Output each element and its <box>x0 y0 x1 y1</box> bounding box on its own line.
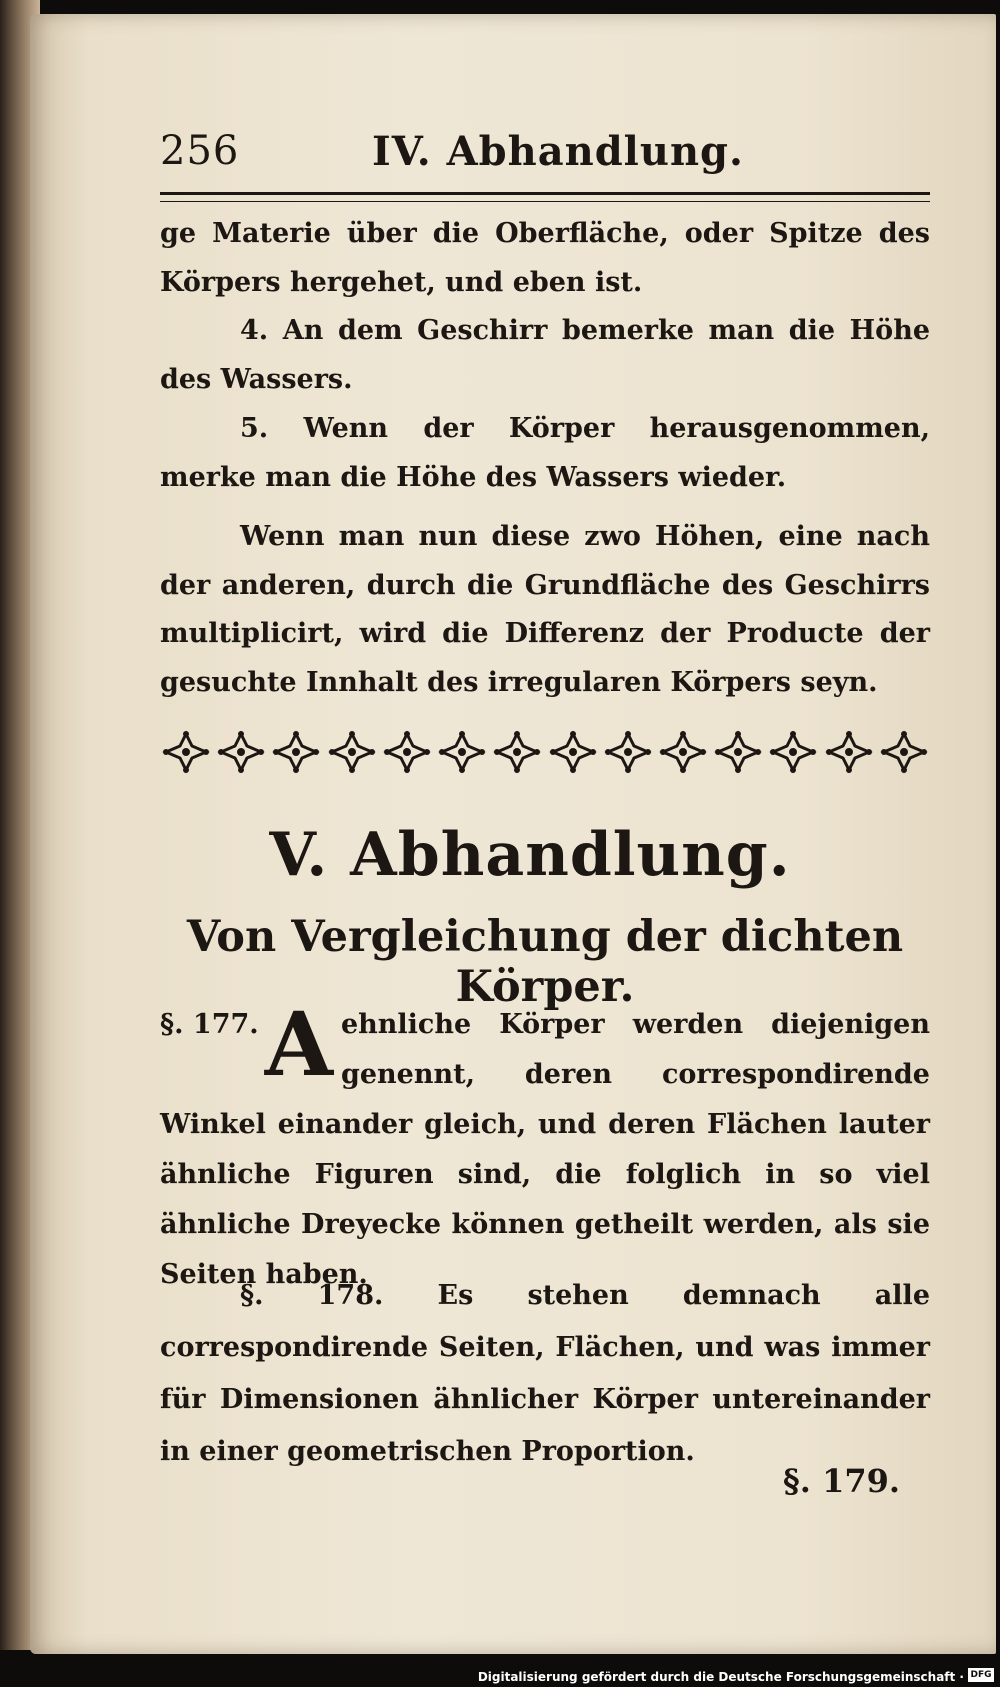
paragraph-177 <box>160 992 930 1300</box>
ornament-flower-icon <box>878 728 930 776</box>
ornament-flower-icon <box>547 728 599 776</box>
ornament-flower-icon <box>160 728 212 776</box>
paragraph-178 <box>160 1270 930 1478</box>
drop-capital: A <box>264 992 333 1096</box>
paragraph-number: §. 177. <box>160 1009 259 1040</box>
ornament-divider <box>160 722 930 782</box>
ornament-flower-icon <box>491 728 543 776</box>
ornament-flower-icon <box>657 728 709 776</box>
continuation-text: ge Materie über die Oberfläche, oder Spitze des Körpers hergehet, und eben ist. <box>160 218 930 298</box>
ornament-flower-icon <box>215 728 267 776</box>
conclusion-text: Wenn man nun diese zwo Höhen, eine nach der anderen, durch die Grundfläche des Geschirrs multiplicirt, wird die Differenz der Producte der gesuchte Innhalt des irregularen Körpers seyn. <box>160 521 930 698</box>
item-4 <box>160 307 930 404</box>
ornament-flower-icon <box>326 728 378 776</box>
section-title: V. Abhandlung. <box>269 820 791 890</box>
conclusion-paragraph <box>160 513 930 707</box>
item-5 <box>160 405 930 502</box>
item-5-text: 5. Wenn der Körper herausgenommen, merke man die Höhe des Wassers wieder. <box>160 413 930 493</box>
dfg-logo: DFG <box>968 1668 994 1682</box>
ornament-flower-icon <box>767 728 819 776</box>
ornament-flower-icon <box>823 728 875 776</box>
running-head-title: IV. Abhandlung. <box>372 128 744 175</box>
header-rule <box>160 192 930 202</box>
page-number: 256 <box>160 128 240 174</box>
ornament-flower-icon <box>270 728 322 776</box>
ornament-flower-icon <box>602 728 654 776</box>
paragraph-177-text: ehnliche Körper werden diejenigen genennt, deren correspondirende Winkel einander gleich, und deren Flächen lauter ähnliche Figuren sind, die folglich in so viel ähnliche Dreyecke können getheilt werden, als sie Seiten haben. <box>160 1009 930 1290</box>
ornament-flower-icon <box>712 728 764 776</box>
digitization-credit: Digitalisierung gefördert durch die Deutsche Forschungsgemeinschaft · <box>477 1670 964 1684</box>
ornament-flower-icon <box>436 728 488 776</box>
item-4-text: 4. An dem Geschirr bemerke man die Höhe des Wassers. <box>160 315 930 395</box>
section-subtitle: Von Vergleichung der dichten Körper. <box>186 912 904 1012</box>
ornament-flower-icon <box>381 728 433 776</box>
continuation-paragraph <box>160 210 930 307</box>
running-head <box>132 118 932 178</box>
catchword: §. 179. <box>783 1462 900 1500</box>
paragraph-178-text: §. 178. Es stehen demnach alle correspondirende Seiten, Flächen, und was immer für Dimensionen ähnlicher Körper untereinander in einer geometrischen Proportion. <box>160 1280 930 1467</box>
